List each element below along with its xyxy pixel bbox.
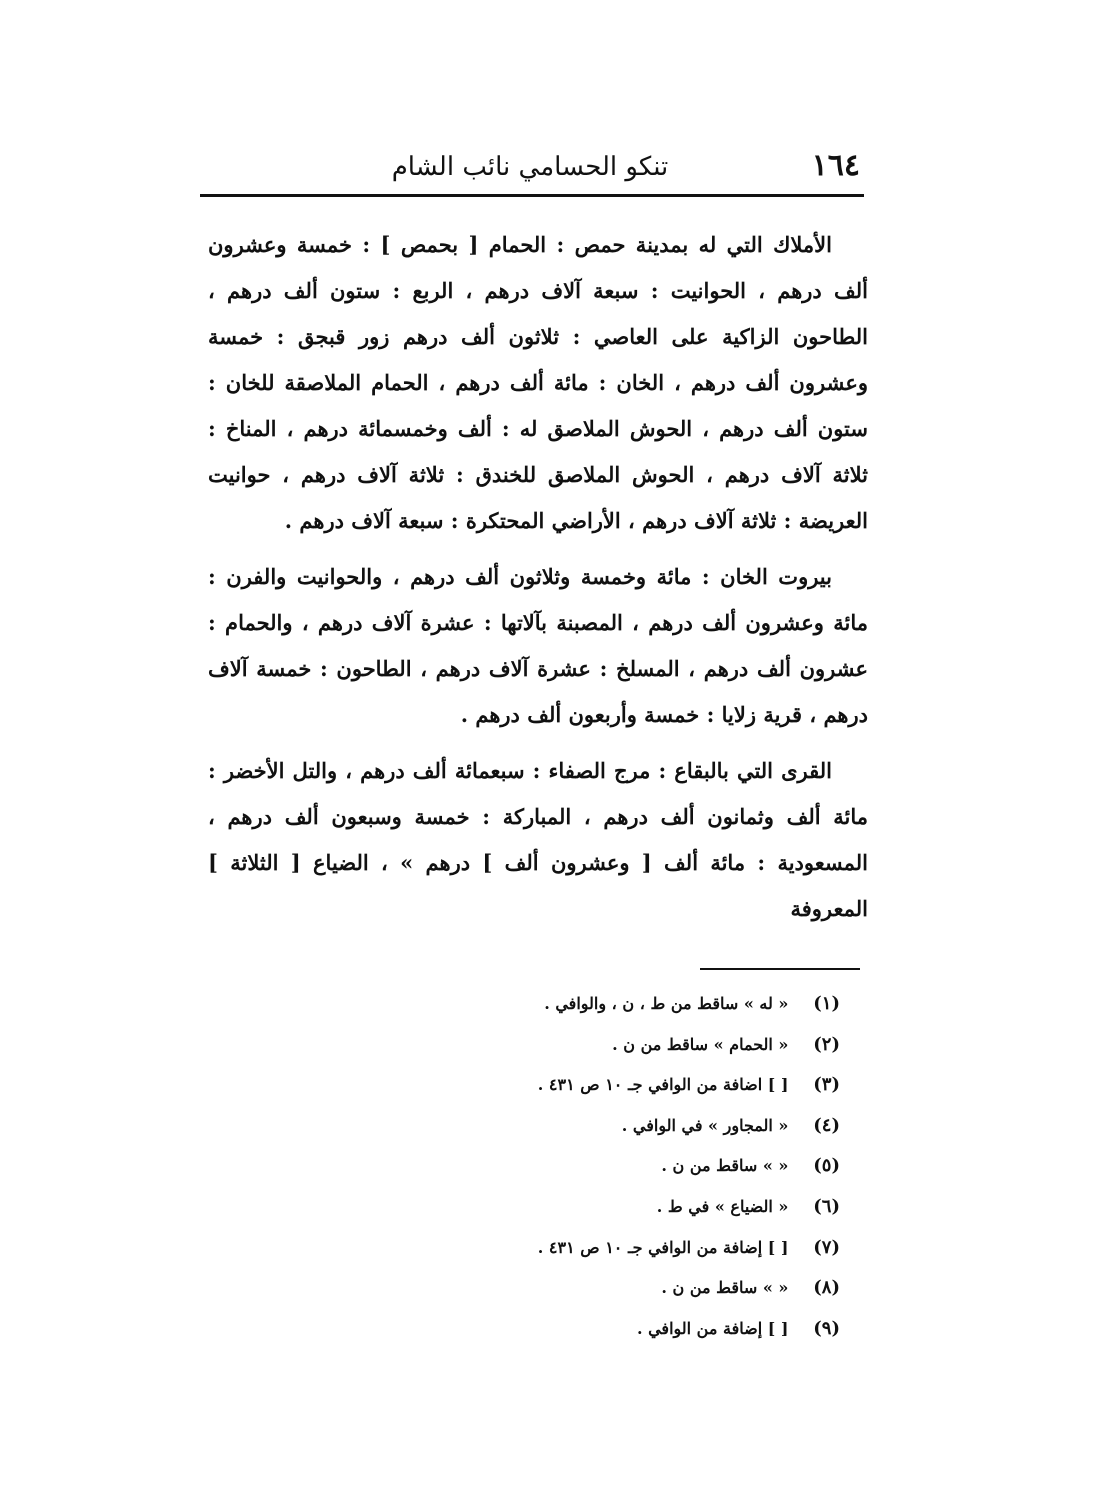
footnote-text: [ ] اضافة من الوافي جـ ١٠ ص ٤٣١ . xyxy=(537,1075,789,1095)
footnote-number: (٢) xyxy=(813,1033,840,1055)
footnote-text: « » ساقط من ن . xyxy=(661,1278,789,1298)
footnote-number: (٣) xyxy=(813,1074,840,1096)
paragraph-homs-properties: الأملاك التي له بمدينة حمص : الحمام [ بحمص ] : خمسة وعشرون ألف درهم ، الحوانيت : سبعة آلاف درهم ، الربع : ستون ألف درهم ، الطاحون الزاكية على العاصي : ثلاثون ألف درهم زور قبجق : خمسة وعشرون ألف درهم ، الخان : مائة ألف درهم ، الحمام الملاصقة للخان : ستون ألف درهم ، الحوش الملاصق له : ألف وخمسمائة درهم ، المناخ : ثلاثة آلاف درهم ، الحوش الملاصق للخندق : ثلاثة آلاف درهم ، حوانيت العريضة : ثلاثة آلاف درهم ، الأراضي المحتكرة : سبعة آلاف درهم . xyxy=(208,232,868,533)
main-text xyxy=(208,222,868,932)
footnote-number: (٦) xyxy=(813,1195,840,1217)
paragraph-beirut-properties: بيروت الخان : مائة وخمسة وثلاثون ألف درهم ، والحوانيت والفرن : مائة وعشرون ألف درهم ، المصبنة بآلاتها : عشرة آلاف درهم ، والحمام : عشرون ألف درهم ، المسلخ : عشرة آلاف درهم ، الطاحون : خمسة آلاف درهم ، قرية زلايا : خمسة وأربعون ألف درهم . xyxy=(208,564,868,727)
footnote xyxy=(440,1065,840,1106)
footnote xyxy=(440,1146,840,1187)
header-rule xyxy=(200,194,864,197)
page-header xyxy=(200,148,860,192)
page-number: ١٦٤ xyxy=(811,148,860,183)
footnote-text: « » ساقط من ن . xyxy=(661,1156,789,1176)
footnote-text: [ ] إضافة من الوافي جـ ١٠ ص ٤٣١ . xyxy=(537,1237,789,1257)
footnote-number: (٤) xyxy=(813,1114,840,1136)
footnote-number: (١) xyxy=(813,993,840,1014)
footnote-text: « الحمام » ساقط من ن . xyxy=(612,1034,789,1054)
footnote-number: (٨) xyxy=(813,1277,840,1299)
footnote xyxy=(440,1106,840,1147)
footnote-text: « الضياع » في ط . xyxy=(656,1196,789,1216)
footnote xyxy=(440,1309,840,1350)
footnote xyxy=(440,1268,840,1309)
running-title: تنكو الحسامي نائب الشام xyxy=(391,152,669,182)
footnote-rule xyxy=(700,968,860,970)
footnote xyxy=(440,1228,840,1269)
footnote-text: « له » ساقط من ط ، ن ، والوافي . xyxy=(544,994,789,1013)
footnote-text: « المجاور » في الوافي . xyxy=(621,1115,789,1135)
footnote-number: (٩) xyxy=(813,1317,840,1339)
footnote-text: [ ] إضافة من الوافي . xyxy=(636,1318,789,1338)
footnotes xyxy=(440,984,840,1349)
paragraph-bekaa-villages: القرى التي بالبقاع : مرج الصفاء : سبعمائة ألف درهم ، والتل الأخضر : مائة ألف وثمانون ألف درهم ، المباركة : خمسة وسبعون ألف درهم ، المسعودية : مائة ألف [ وعشرون ألف ] درهم » ، الضياع [ الثلاثة ] المعروفة xyxy=(208,758,868,921)
footnote xyxy=(440,1187,840,1228)
footnote xyxy=(440,1025,840,1066)
footnote xyxy=(440,984,840,1025)
footnote-number: (٧) xyxy=(813,1236,840,1258)
footnote-number: (٥) xyxy=(813,1155,840,1177)
